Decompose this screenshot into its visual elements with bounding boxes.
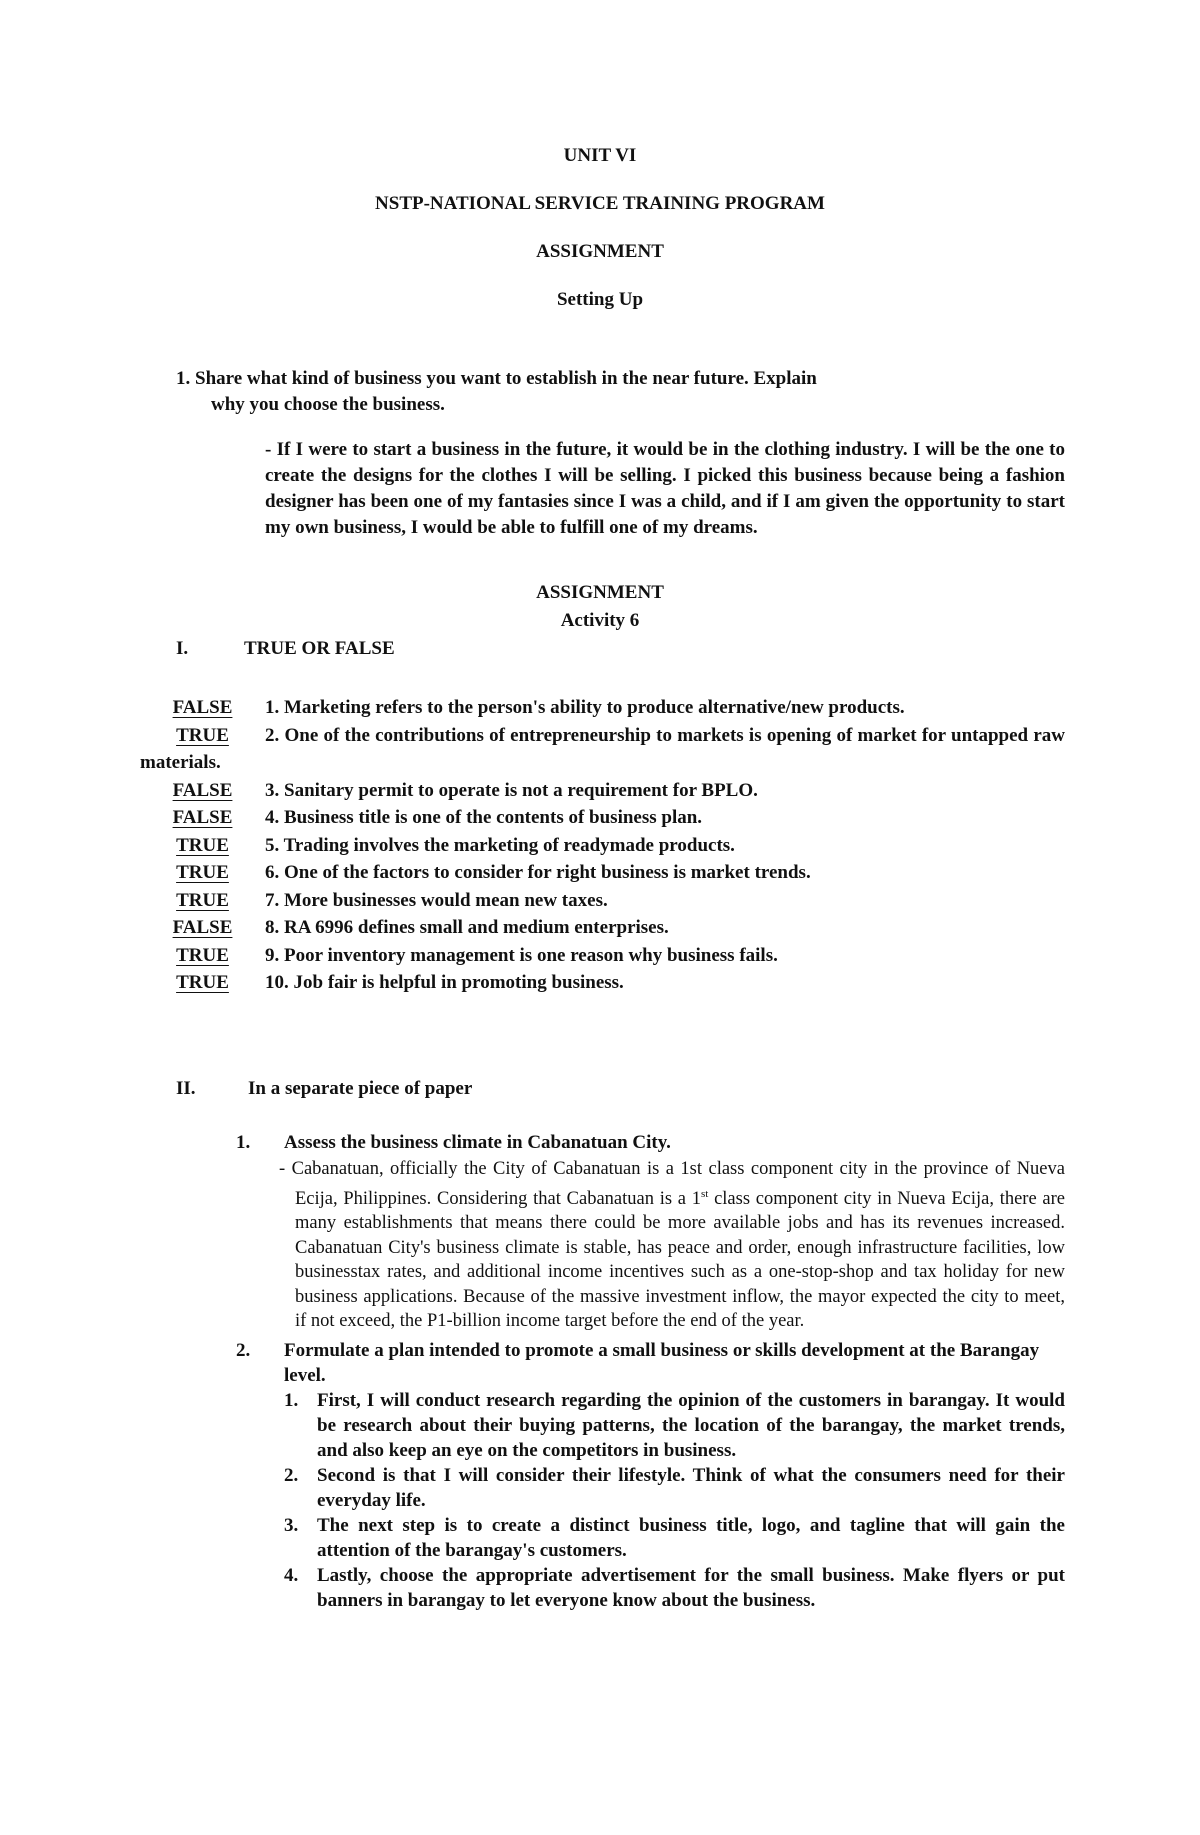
assess-item-heading xyxy=(236,1130,1065,1155)
setting-up-heading: Setting Up xyxy=(556,289,644,310)
list-item xyxy=(140,694,1065,722)
plan-step xyxy=(260,1513,1065,1563)
section-2-heading xyxy=(176,1078,472,1100)
list-item xyxy=(140,859,1065,887)
list-item xyxy=(140,722,1065,777)
assess-answer-superscript: st xyxy=(700,1187,709,1200)
plan-item-number: 2. xyxy=(236,1339,251,1361)
list-item xyxy=(140,887,1065,915)
plan-step-text: Lastly, choose the appropriate advertisement for the small business. Make flyers or put banners in barangay to let everyone know about the business. xyxy=(317,1564,1065,1611)
list-item xyxy=(140,832,1065,860)
list-item xyxy=(140,942,1065,970)
answer-blank: TRUE xyxy=(176,972,229,993)
answer-blank: FALSE xyxy=(172,779,233,801)
list-item xyxy=(140,914,1065,942)
statement: 6. One of the factors to consider for right business is market trends. xyxy=(265,862,811,883)
activity-assignment-heading: ASSIGNMENT xyxy=(536,582,664,603)
list-item xyxy=(140,969,1065,997)
statement: 7. More businesses would mean new taxes. xyxy=(265,889,608,911)
plan-step xyxy=(260,1388,1065,1463)
question-1-line-1: 1. Share what kind of business you want to establish in the near future. Explain xyxy=(176,368,817,389)
plan-item-title: Formulate a plan intended to promote a small business or skills development at the Barangay level. xyxy=(284,1339,1040,1386)
statement: 10. Job fair is helpful in promoting business. xyxy=(265,972,624,993)
answer-blank: TRUE xyxy=(176,724,229,746)
answer-blank: TRUE xyxy=(176,862,229,883)
plan-step-number: 4. xyxy=(284,1564,299,1586)
answer-blank: TRUE xyxy=(176,944,229,966)
unit-title: UNIT VI xyxy=(563,145,637,166)
answer-blank: TRUE xyxy=(176,834,229,856)
plan-step xyxy=(260,1563,1065,1613)
statement: 9. Poor inventory management is one reason why business fails. xyxy=(265,944,778,966)
list-item xyxy=(140,804,1065,832)
assess-answer-part-2: class component city in Nueva Ecija, there are many establishments that means there could be more available jobs and has its revenues increased. Cabanatuan City's business climate is stable, has peace and order, enough infrastructure facilities, low businesstax rates, and additional income incentives such as a one-stop-shop and tax holiday for new business applications. Because of the massive investment inflow, the mayor expected the city to meet, if not exceed, the P1-billion income target before the end of the year. xyxy=(295,1188,1065,1332)
answer-blank: FALSE xyxy=(172,807,233,828)
statement: 4. Business title is one of the contents of business plan. xyxy=(265,807,703,828)
question-1 xyxy=(176,366,936,418)
answer-blank: FALSE xyxy=(172,697,233,718)
statement: 2. One of the contributions of entrepreneurship to markets is opening of market for untapped raw materials. xyxy=(140,724,1065,773)
plan-step xyxy=(260,1463,1065,1513)
assess-item-number: 1. xyxy=(236,1132,251,1153)
question-1-answer-text: - If I were to start a business in the future, it would be in the clothing industry. I will be the one to create the designs for the clothes I will be selling. I picked this business because being a fashion designer has been one of my fantasies since I was a child, and if I am given the opportunity to start my own business, I would be able to fulfill one of my dreams. xyxy=(265,439,1065,538)
list-item xyxy=(140,777,1065,805)
question-1-answer xyxy=(265,437,1065,541)
section-1-heading xyxy=(176,638,395,660)
plan-step-text: Second is that I will consider their lifestyle. Think of what the consumers need for their everyday life. xyxy=(317,1464,1065,1511)
statement: 3. Sanitary permit to operate is not a requirement for BPLO. xyxy=(265,779,758,801)
plan-step-text: The next step is to create a distinct business title, logo, and tagline that will gain the attention of the barangay's customers. xyxy=(317,1514,1065,1561)
answer-blank: FALSE xyxy=(172,917,233,938)
assignment-heading: ASSIGNMENT xyxy=(536,241,664,262)
section-2-title: In a separate piece of paper xyxy=(248,1078,473,1099)
plan-item-heading xyxy=(236,1338,1065,1388)
section-2-number: II. xyxy=(176,1078,196,1099)
statement: 8. RA 6996 defines small and medium enterprises. xyxy=(265,917,669,938)
program-title: NSTP-NATIONAL SERVICE TRAINING PROGRAM xyxy=(375,193,825,214)
plan-step-number: 3. xyxy=(284,1514,299,1536)
section-1-number: I. xyxy=(176,638,189,659)
answer-blank: TRUE xyxy=(176,889,229,911)
true-false-list xyxy=(140,694,1065,997)
section-1-title: TRUE OR FALSE xyxy=(244,638,395,659)
activity-title: Activity 6 xyxy=(560,610,640,631)
assess-answer-part-1: - Cabanatuan, officially the City of Cabanatuan is a 1st class component city in the province of Nueva Ecija, Philippines. Considering that Cabanatuan is a 1 xyxy=(279,1159,1065,1209)
plan-step-text: First, I will conduct research regarding the opinion of the customers in barangay. It would be research about their buying patterns, the location of the barangay, the market trends, and also keep an eye on the competitors in business. xyxy=(317,1389,1065,1461)
section-2-list xyxy=(236,1130,1065,1613)
assess-answer xyxy=(260,1157,1065,1334)
assess-item-title: Assess the business climate in Cabanatuan City. xyxy=(284,1132,671,1153)
statement: 5. Trading involves the marketing of readymade products. xyxy=(265,834,735,856)
plan-step-number: 1. xyxy=(284,1389,299,1411)
question-1-line-2: why you choose the business. xyxy=(211,394,445,415)
statement: 1. Marketing refers to the person's ability to produce alternative/new products. xyxy=(265,697,905,718)
plan-step-number: 2. xyxy=(284,1464,299,1486)
